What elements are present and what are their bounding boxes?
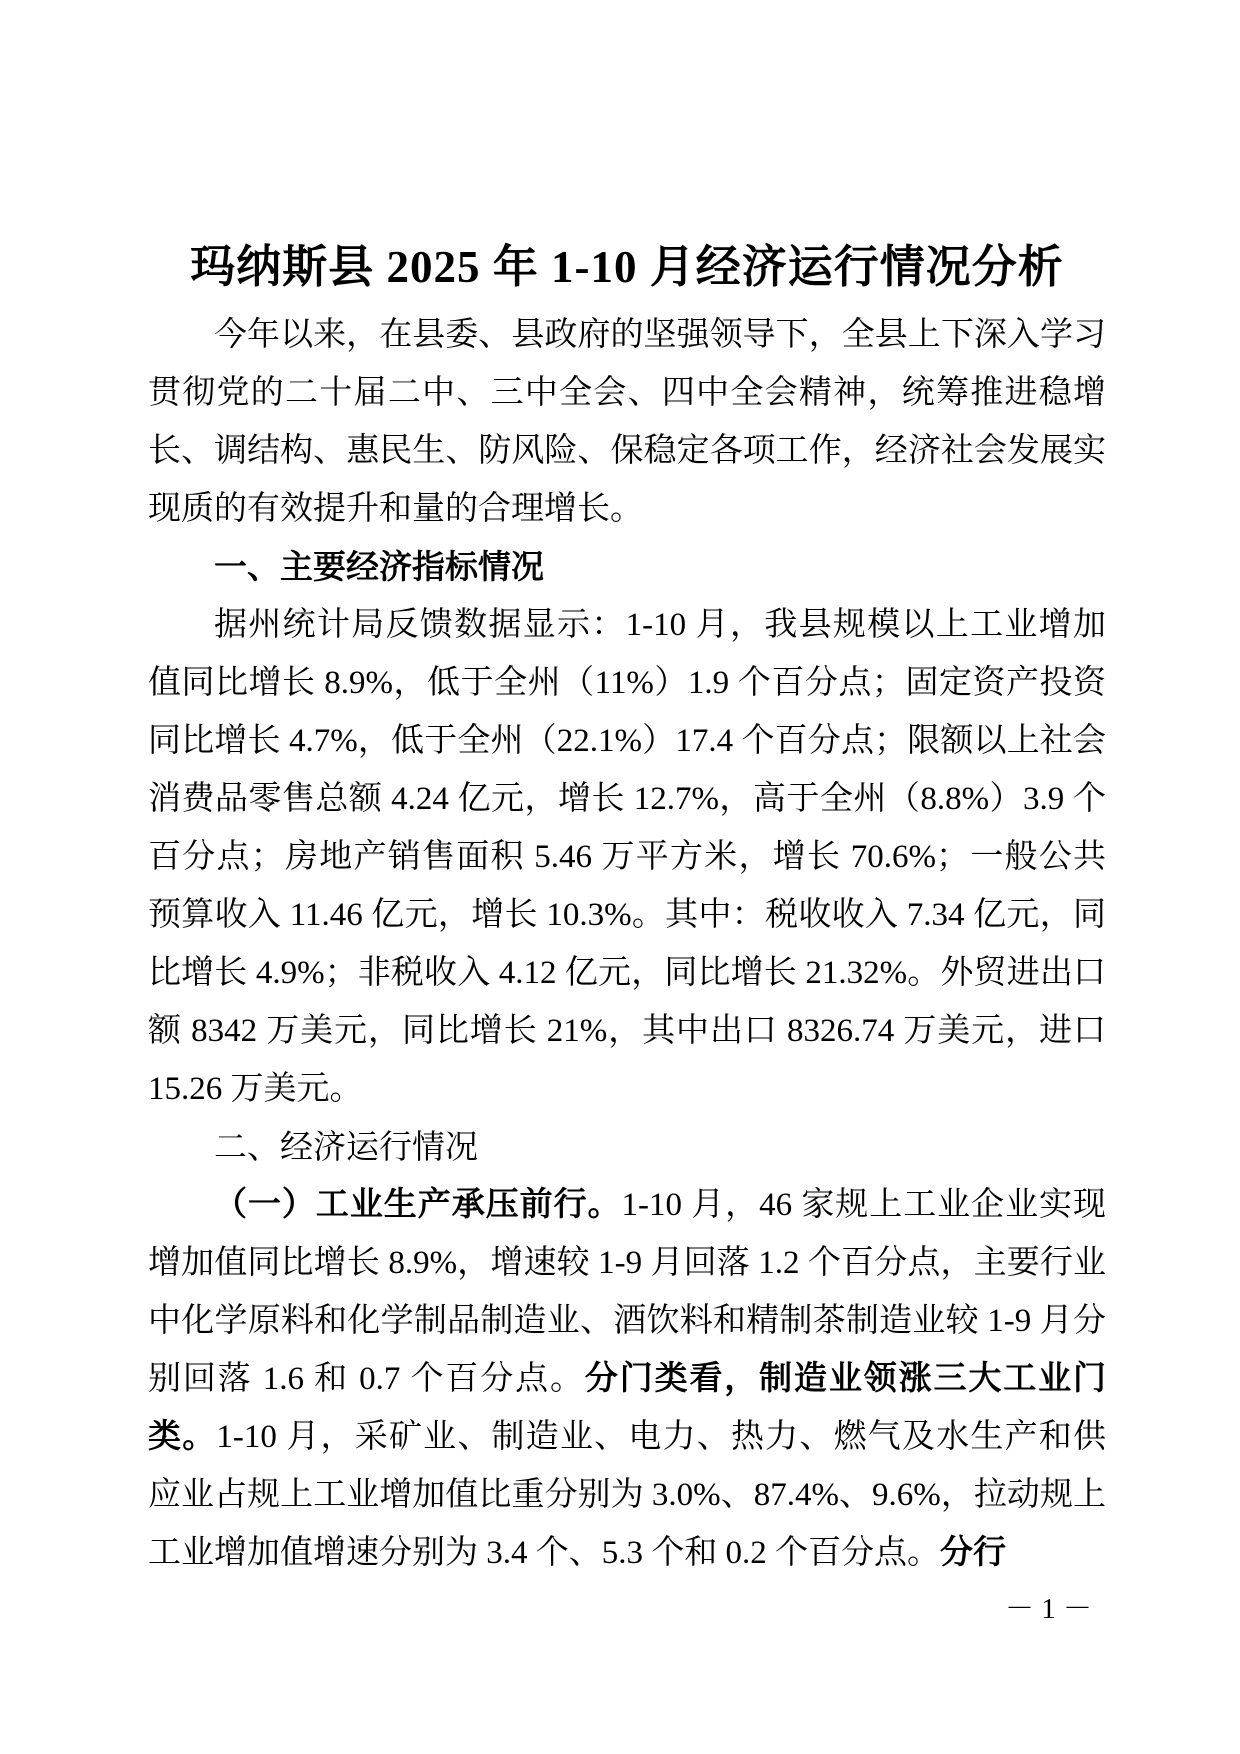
paragraph-industry-emphasis-2: 分行: [940, 1535, 1006, 1571]
paragraph-lead-industry: （一）工业生产承压前行。: [214, 1187, 622, 1223]
paragraph-industry-text-1: 1-10 月，46 家规上工业企业实现增加值同比增长 8.9%，增速较 1-9 月回落 1.2 个百分点，主要行业中化学原料和化学制品制造业、酒饮料和精制茶制造业较 1-9 月分别回落 1.6 和 0.7 个百分点。: [148, 1187, 1106, 1397]
footer-page-number: － 1 －: [1004, 1593, 1092, 1625]
paragraph-industry-emphasis-1: 分门类看，制造业领涨三大工业门类。: [148, 1361, 1107, 1455]
document-title: 玛纳斯县 2025 年 1-10 月经济运行情况分析: [190, 242, 1064, 292]
paragraph-industry-text-2: 1-10 月，采矿业、制造业、电力、热力、燃气及水生产和供应业占规上工业增加值比重分别为 3.0%、87.4%、9.6%，拉动规上工业增加值增速分别为 3.4 个、5.3 个和 0.2 个百分点。: [148, 1419, 1106, 1571]
intro-paragraph: 今年以来，在县委、县政府的坚强领导下，全县上下深入学习贯彻党的二十届二中、三中全会、四中全会精神，统筹推进稳增长、调结构、惠民生、防风险、保稳定各项工作，经济社会发展实现质的有效提升和量的合理增长。: [148, 317, 1106, 527]
section-heading-economic-operation: 二、经济运行情况: [214, 1128, 478, 1165]
document-body: [148, 238, 1106, 1582]
paragraph-main-indicators: 据州统计局反馈数据显示：1-10 月，我县规模以上工业增加值同比增长 8.9%，低于全州（11%）1.9 个百分点；固定资产投资同比增长 4.7%，低于全州（22.1%）17.4 个百分点；限额以上社会消费品零售总额 4.24 亿元，增长 12.7%，高于全州（8.8%）3.9 个百分点；房地产销售面积 5.46 万平方米，增长 70.6%；一般公共预算收入 11.46 亿元，增长 10.3%。其中：税收收入 7.34 亿元，同比增长 4.9%；非税收入 4.12 亿元，同比增长 21.32%。外贸进出口额 8342 万美元，同比增长 21%，其中出口 8326.74 万美元，进口 15.26 万美元。: [148, 607, 1106, 1107]
paragraph-industry: [148, 1176, 1106, 1582]
section-heading-main-indicators: 一、主要经济指标情况: [214, 548, 544, 585]
